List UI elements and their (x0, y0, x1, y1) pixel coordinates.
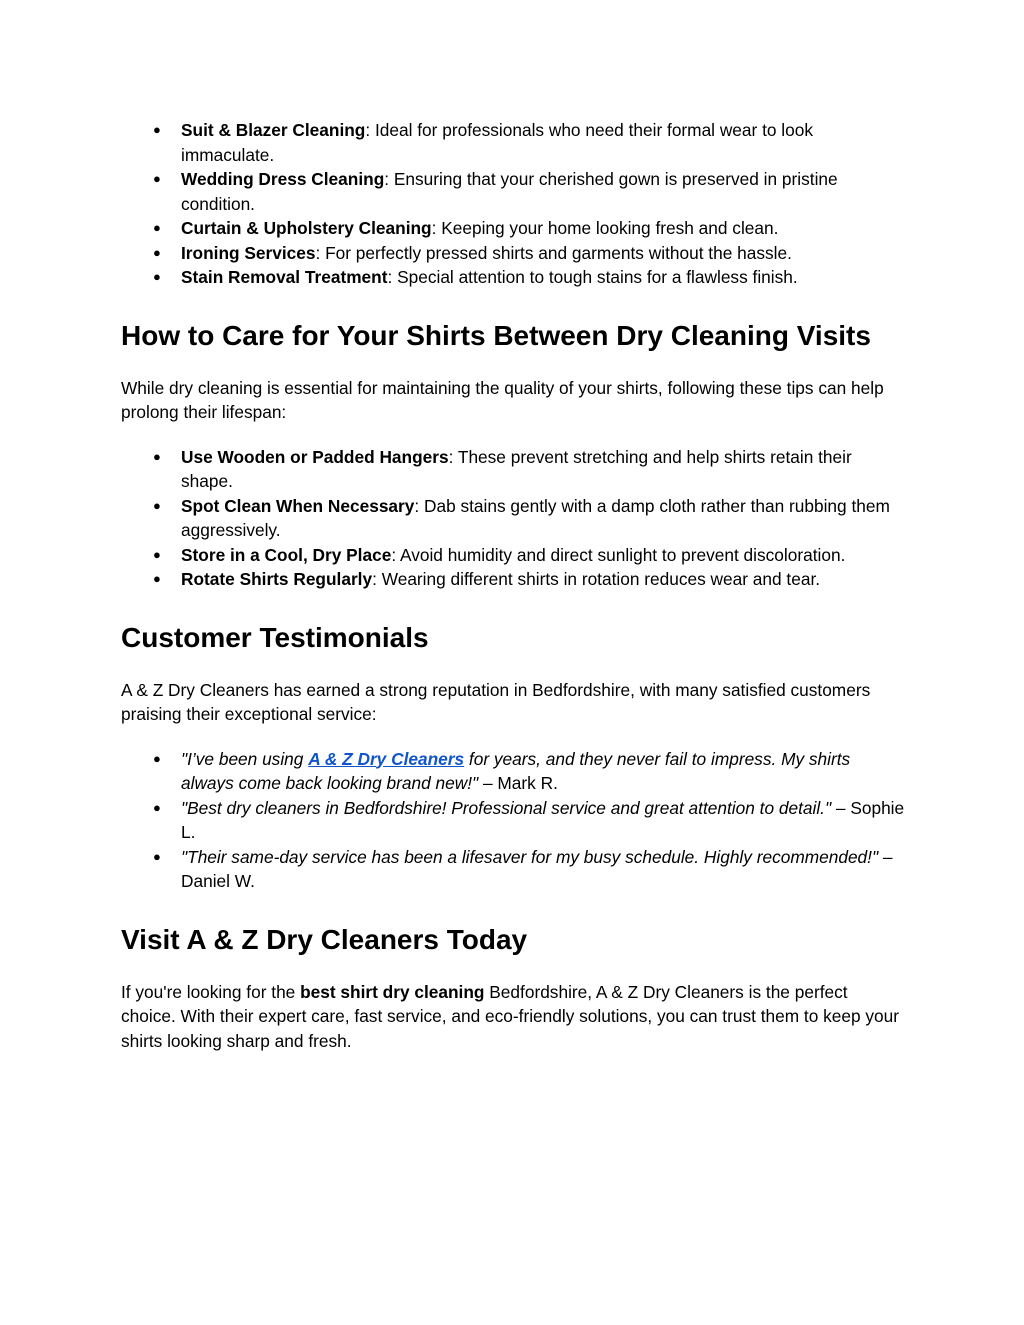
testimonial-quote-start: "I’ve been using (181, 748, 309, 769)
list-item-title: Wedding Dress Cleaning (181, 169, 385, 189)
list-item-desc: : Keeping your home looking fresh and clean. (431, 218, 779, 238)
list-item (121, 543, 906, 568)
testimonial-author: – Daniel W. (181, 846, 893, 891)
testimonial-item (121, 845, 906, 894)
care-tips-list (121, 445, 906, 592)
bullet-icon: ● (153, 171, 161, 186)
bullet-icon: ● (153, 269, 161, 284)
list-item-desc: : Wearing different shirts in rotation reduces wear and tear. (372, 569, 821, 589)
list-item-desc: : Dab stains gently with a damp cloth rather than rubbing them aggressively. (181, 495, 890, 540)
bullet-icon: ● (153, 497, 161, 513)
list-item-title: Ironing Services (181, 242, 316, 263)
visit-heading: Visit A & Z Dry Cleaners Today (121, 923, 528, 955)
list-item-title: Suit & Blazer Cleaning (181, 120, 366, 140)
list-item (121, 216, 906, 241)
business-link[interactable]: A & Z Dry Cleaners (308, 748, 465, 769)
testimonial-author: – Sophie L. (181, 797, 905, 842)
list-item (121, 265, 906, 290)
bullet-icon: ● (153, 546, 161, 562)
testimonial-quote-end: for years, and they never fail to impress. My shirts always come back looking brand new!" (181, 748, 851, 793)
list-item (121, 118, 906, 167)
list-item (121, 241, 906, 266)
testimonials-list (121, 747, 906, 894)
bullet-icon: ● (153, 122, 161, 137)
list-item-title: Spot Clean When Necessary (181, 495, 415, 516)
testimonials-heading: Customer Testimonials (121, 621, 429, 653)
bullet-icon: ● (153, 799, 161, 815)
list-item (121, 494, 906, 543)
care-intro: While dry cleaning is essential for maintaining the quality of your shirts, following these tips can help prolong their lifespan: (121, 377, 884, 422)
visit-keyword: best shirt dry cleaning (300, 981, 485, 1002)
testimonial-item (121, 747, 906, 796)
document-page (121, 118, 906, 1053)
visit-text-end: Bedfordshire, A & Z Dry Cleaners is the perfect choice. With their expert care, fast service, and eco-friendly solutions, you can trust them to keep your shirts looking sharp and fresh. (121, 981, 900, 1051)
bullet-icon: ● (153, 750, 161, 766)
testimonial-quote: "Their same-day service has been a lifesaver for my busy schedule. Highly recommended!" (181, 846, 879, 867)
services-list (121, 118, 906, 290)
care-heading: How to Care for Your Shirts Between Dry Cleaning Visits (121, 319, 871, 351)
visit-paragraph (121, 980, 906, 1054)
list-item-title: Stain Removal Treatment (181, 267, 388, 287)
list-item-desc: : These prevent stretching and help shirts retain their shape. (181, 446, 852, 491)
bullet-icon: ● (153, 244, 161, 260)
testimonials-intro: A & Z Dry Cleaners has earned a strong reputation in Bedfordshire, with many satisfied customers praising their exceptional service: (121, 679, 871, 724)
list-item-title: Rotate Shirts Regularly (181, 569, 373, 589)
list-item-title: Curtain & Upholstery Cleaning (181, 218, 432, 238)
list-item-title: Store in a Cool, Dry Place (181, 544, 392, 565)
list-item (121, 445, 906, 494)
bullet-icon: ● (153, 220, 161, 235)
list-item-desc: : Ideal for professionals who need their formal wear to look immaculate. (181, 120, 813, 165)
testimonial-quote: "Best dry cleaners in Bedfordshire! Professional service and great attention to detail." (181, 797, 832, 818)
list-item (121, 567, 906, 592)
testimonial-item (121, 796, 906, 845)
testimonial-author: – Mark R. (478, 773, 558, 793)
list-item-title: Use Wooden or Padded Hangers (181, 446, 449, 467)
bullet-icon: ● (153, 448, 161, 464)
list-item-desc: : For perfectly pressed shirts and garments without the hassle. (315, 242, 792, 263)
visit-text-start: If you're looking for the (121, 981, 301, 1002)
list-item-desc: : Ensuring that your cherished gown is preserved in pristine condition. (181, 169, 838, 214)
bullet-icon: ● (153, 571, 161, 586)
list-item-desc: : Special attention to tough stains for a flawless finish. (387, 267, 798, 287)
list-item-desc: : Avoid humidity and direct sunlight to prevent discoloration. (391, 544, 846, 565)
bullet-icon: ● (153, 848, 161, 864)
list-item (121, 167, 906, 216)
